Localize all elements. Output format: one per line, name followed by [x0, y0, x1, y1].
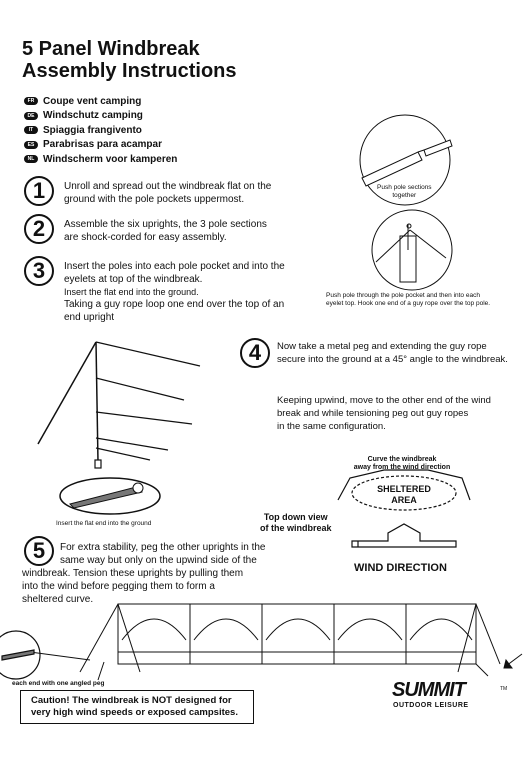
wind-direction-label: WIND DIRECTION	[354, 562, 447, 574]
language-code-badge: ES	[24, 141, 38, 149]
upright-guy-rope-illustration	[38, 342, 200, 468]
caption-line: Push pole sections	[377, 184, 432, 191]
language-code-badge: IT	[24, 126, 38, 134]
caption-line: Top down view	[263, 512, 328, 522]
caution-line: Caution! The windbreak is NOT designed for	[31, 695, 232, 706]
step-5-line: For extra stability, peg the other uprights in the	[60, 542, 266, 553]
flat-end-caption: Insert the flat end into the ground	[56, 520, 152, 527]
step-5-line: sheltered curve.	[22, 594, 94, 605]
step-5-line: windbreak. Tension these uprights by pulling them	[22, 568, 244, 579]
language-code-badge: NL	[24, 155, 38, 163]
summit-logo: SUMMIT	[392, 679, 465, 701]
step-4-line: in the same configuration.	[277, 421, 386, 432]
step-3-number: 3	[24, 256, 54, 286]
caption-line: Push pole through the pole pocket and then into each	[326, 292, 480, 299]
language-label: Coupe vent camping	[43, 95, 142, 107]
caution-box	[20, 690, 254, 724]
step-4-line: secure into the ground at a 45° angle to the windbreak.	[277, 354, 508, 365]
angled-peg-illustration	[0, 631, 40, 679]
step-4-number: 4	[240, 338, 270, 368]
language-label: Windschutz camping	[43, 110, 143, 122]
step-5-line: same way but only on the upwind side of the	[60, 555, 257, 566]
step-3-subtext: Insert the flat end into the ground.	[64, 287, 199, 297]
step-1-line: ground with the pole pockets uppermost.	[64, 194, 245, 205]
trademark-mark: TM	[500, 686, 508, 692]
step-3-line: eyelets at top of the windbreak.	[64, 274, 203, 285]
caution-line: very high wind speeds or exposed campsites.	[31, 707, 238, 718]
top-down-label	[260, 512, 332, 534]
step-1-number: 1	[24, 176, 54, 206]
curve-label	[344, 456, 460, 472]
angled-peg-caption: each end with one angled peg	[12, 680, 105, 687]
step-1-line: Unroll and spread out the windbreak flat on the	[64, 181, 272, 192]
step-2-line: Assemble the six uprights, the 3 pole sections	[64, 219, 267, 230]
caption-line: Curve the windbreak	[367, 456, 437, 463]
top-down-diagram	[338, 470, 470, 547]
step-2-line: are shock-corded for easy assembly.	[64, 232, 227, 243]
language-code-badge: FR	[24, 97, 38, 105]
caption-line: eyelet top. Hook one end of a guy rope over the top pole.	[326, 300, 491, 307]
step-3-line: Taking a guy rope loop one end over the top of an	[64, 299, 285, 310]
push-sections-caption	[377, 184, 432, 200]
step-3-line: Insert the poles into each pole pocket and into the	[64, 261, 285, 272]
step-5-line: into the wind before pegging them to form a	[22, 581, 215, 592]
language-label: Windscherm voor kamperen	[43, 153, 178, 165]
step-4-line: Now take a metal peg and extending the guy rope	[277, 341, 487, 352]
sheltered-area-label	[368, 484, 440, 506]
language-code-badge: DE	[24, 112, 38, 120]
flat-end-peg-illustration	[60, 478, 160, 514]
step-3-line: end upright	[64, 312, 115, 323]
push-pole-caption	[326, 292, 490, 308]
step-4-line: Keeping upwind, move to the other end of the wind	[277, 395, 491, 406]
caption-line: away from the wind direction	[353, 464, 451, 471]
eyelet-illustration	[372, 210, 452, 290]
title-line-1: 5 Panel Windbreak	[22, 38, 200, 60]
caption-line: of the windbreak	[260, 523, 332, 533]
caption-line: SHELTERED	[377, 484, 431, 494]
caption-line: together	[392, 192, 417, 199]
language-label: Spiaggia frangivento	[43, 124, 142, 136]
step-5-number: 5	[24, 536, 54, 566]
windbreak-panorama-illustration	[30, 604, 522, 680]
language-label: Parabrisas para acampar	[43, 139, 162, 151]
step-2-number: 2	[24, 214, 54, 244]
summit-logo-subtitle: OUTDOOR LEISURE	[393, 702, 469, 709]
step-4-line: break and while tensioning peg out guy ropes	[277, 408, 469, 419]
title-line-2: Assembly Instructions	[22, 60, 237, 82]
caption-line: AREA	[391, 495, 417, 505]
